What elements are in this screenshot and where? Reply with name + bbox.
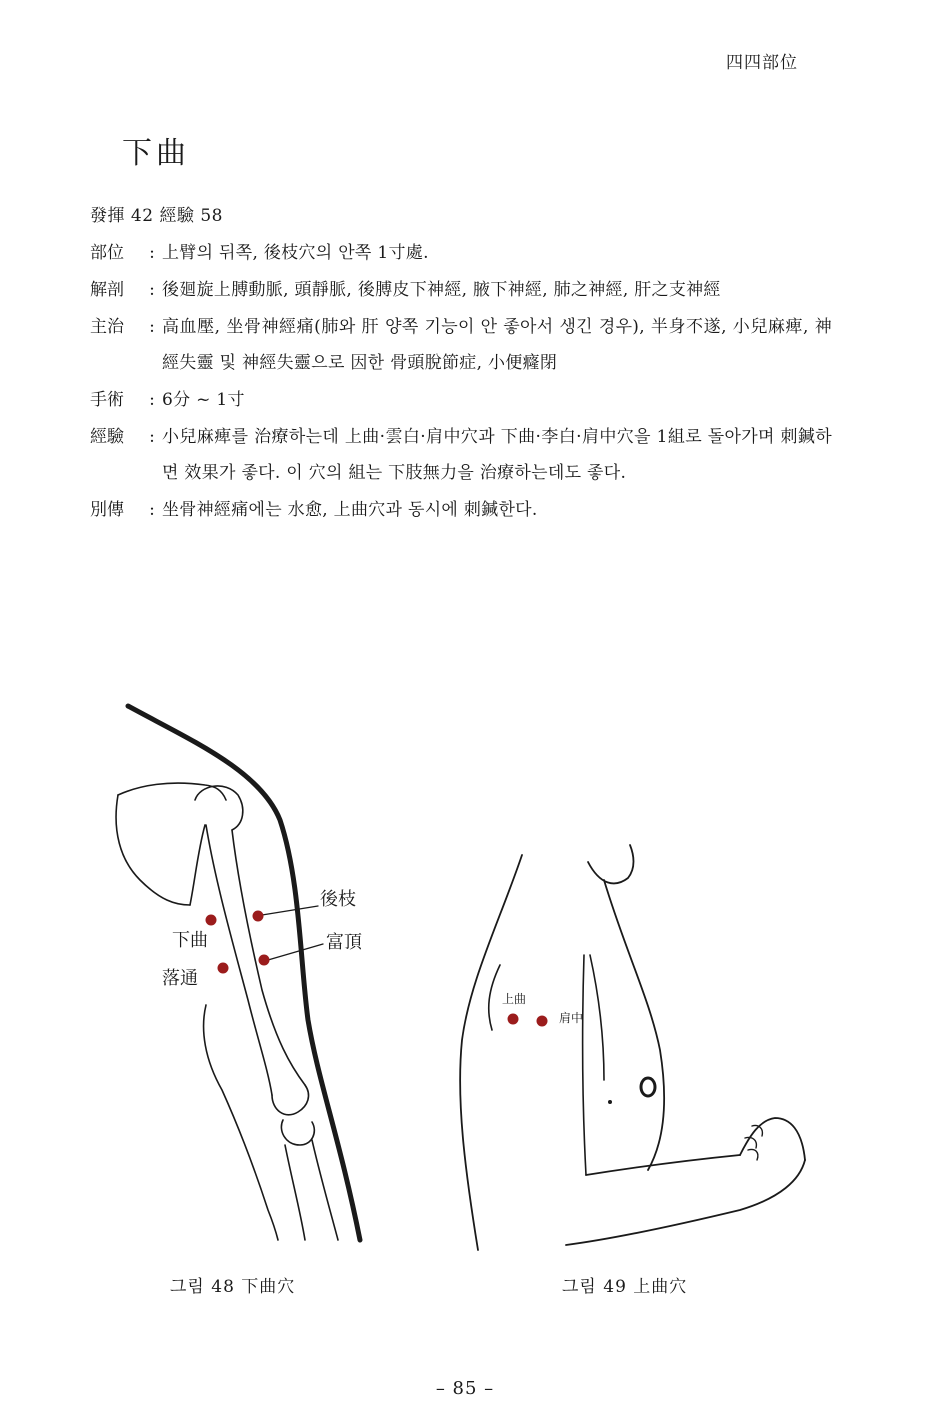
label-houzhi: 後枝	[320, 889, 356, 910]
entry-text: 6分 ~ 1寸	[162, 390, 245, 410]
label-luotong: 落通	[162, 968, 198, 989]
figure-48-caption: 그림 48 下曲穴	[170, 1277, 296, 1297]
entry-text: 上臂의 뒤쪽, 後枝穴의 안쪽 1寸處.	[162, 243, 429, 263]
acupoint-houzhi	[253, 911, 264, 922]
acupoint-jianzhong	[537, 1016, 548, 1027]
entry-text: 後廻旋上膊動脈, 頭靜脈, 後膊皮下神經, 腋下神經, 肺之神經, 肝之支神經	[162, 280, 721, 300]
entry-colon: :	[149, 280, 155, 300]
figure-49-caption: 그림 49 上曲穴	[562, 1277, 688, 1297]
source-text: 發揮 42 經驗 58	[90, 206, 223, 226]
entry-colon: :	[149, 500, 155, 520]
small-mark	[608, 1100, 612, 1104]
label-jianzhong: 肩中	[559, 1011, 584, 1025]
entry-colon: :	[149, 390, 155, 410]
entry-label: 別傳	[90, 500, 124, 520]
acupoint-xiaqu	[206, 915, 217, 926]
entry-label: 主治	[90, 317, 124, 337]
entry-colon: :	[149, 427, 155, 447]
label-shangqu: 上曲	[502, 992, 527, 1006]
torso-illustration-fig49	[460, 845, 805, 1250]
entry-label: 解剖	[90, 280, 124, 300]
arm-illustration-fig48	[116, 706, 360, 1240]
running-header: 四四部位	[726, 53, 798, 73]
entry-colon: :	[149, 243, 155, 263]
label-fuding: 富頂	[326, 932, 362, 953]
entry-text: 坐骨神經痛에는 水愈, 上曲穴과 동시에 刺鍼한다.	[162, 500, 538, 520]
entry-colon: :	[149, 317, 155, 337]
entry-text: 高血壓, 坐骨神經痛(肺와 肝 양쪽 기능이 안 좋아서 생긴 경우), 半身不遂, 小兒麻痺, 神經失靈 및 神經失靈으로 因한 骨頭脫節症, 小便癃閉	[162, 317, 832, 373]
page-number: – 85 –	[435, 1378, 495, 1399]
entry-label: 經驗	[90, 427, 124, 447]
page-title: 下曲	[122, 136, 190, 171]
acupoint-fuding	[259, 955, 270, 966]
label-xiaqu: 下曲	[172, 930, 208, 951]
entry-label: 手術	[90, 390, 124, 410]
acupoint-shangqu	[508, 1014, 519, 1025]
entry-label: 部位	[90, 243, 124, 263]
acupoint-luotong	[218, 963, 229, 974]
entry-text: 小兒麻痺를 治療하는데 上曲·雲白·肩中穴과 下曲·李白·肩中穴을 1組로 돌아가며 刺鍼하면 效果가 좋다. 이 穴의 組는 下肢無力을 治療하는데도 좋다.	[162, 427, 832, 483]
